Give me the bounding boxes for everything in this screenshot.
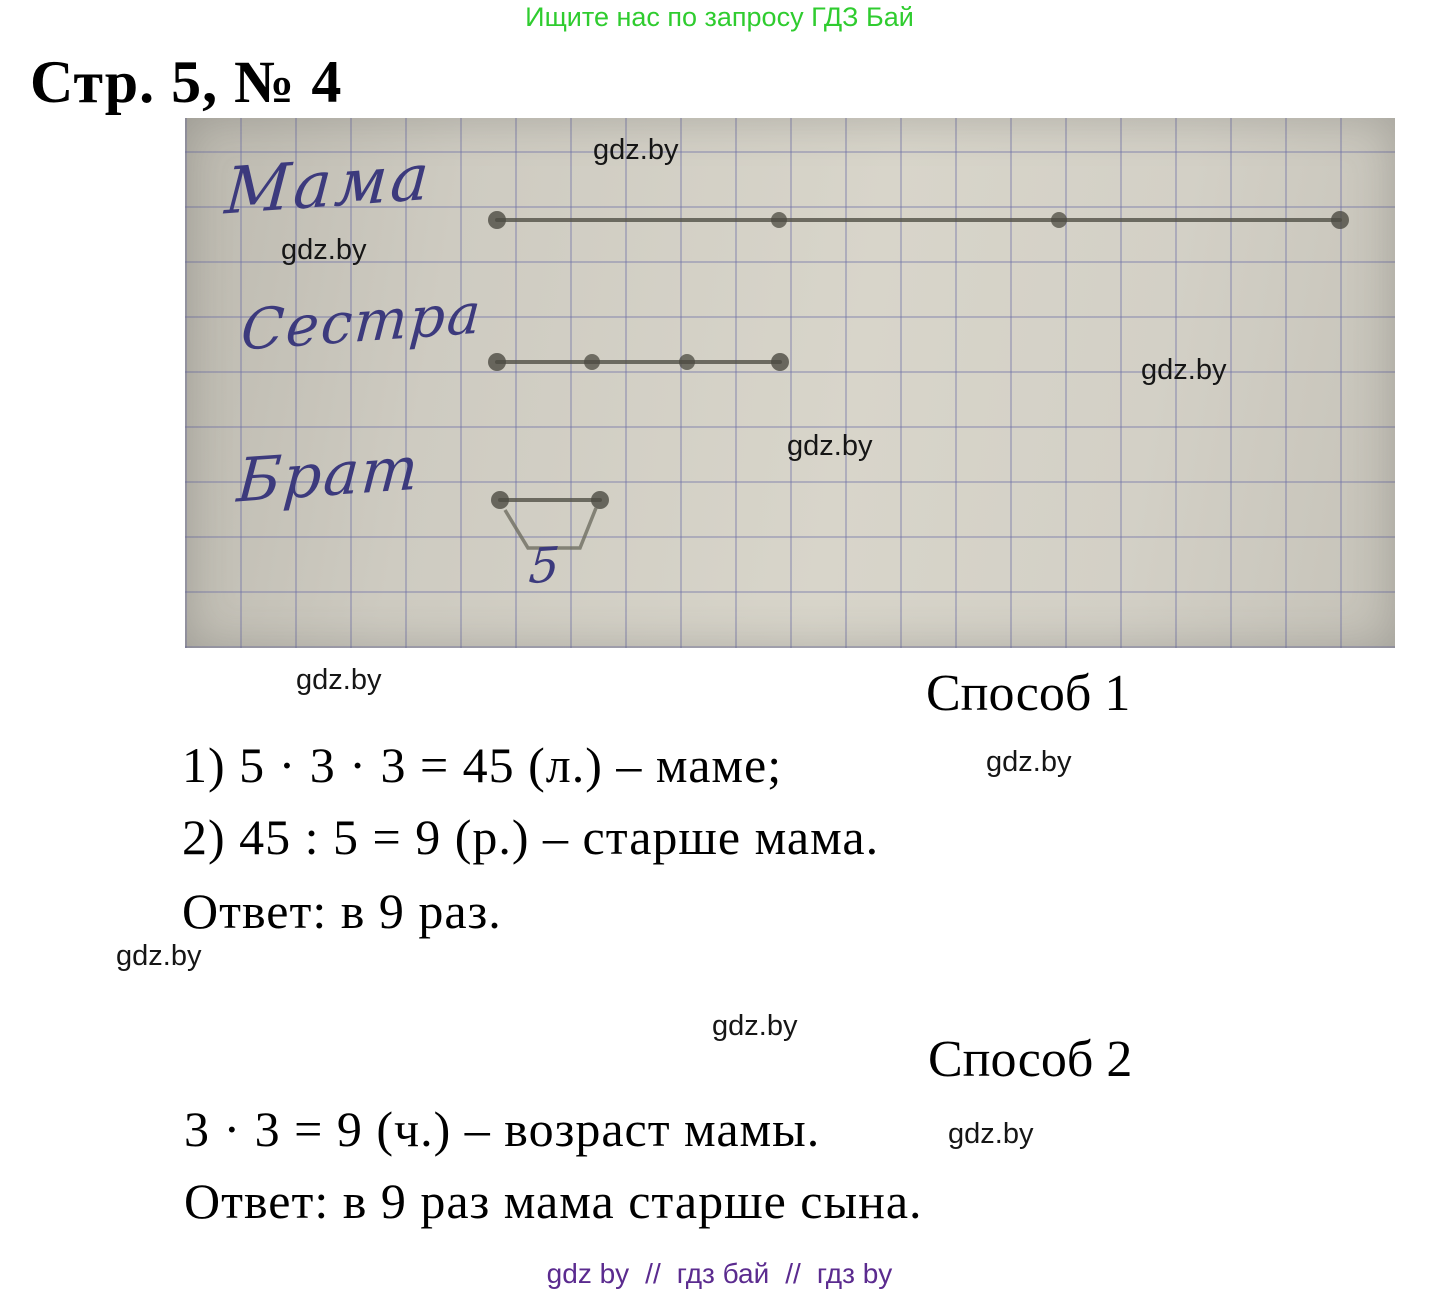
watermark: gdz.by (1141, 354, 1227, 386)
watermark: gdz.by (281, 234, 367, 266)
method2-step1: 3 · 3 = 9 (ч.) – возраст мамы. (184, 1101, 821, 1157)
footer-separator: // (785, 1258, 801, 1289)
method2-heading: Способ 2 (928, 1031, 1133, 1088)
watermark: gdz.by (712, 1010, 798, 1042)
brother-dot (491, 491, 509, 509)
notebook-photo (185, 118, 1395, 648)
method1-step2: 2) 45 : 5 = 9 (р.) – старше мама. (182, 809, 880, 865)
watermark: gdz.by (986, 746, 1072, 778)
watermark: gdz.by (296, 664, 382, 696)
mama-dot (1331, 211, 1349, 229)
mama-dot (771, 212, 787, 228)
footer-link-gdz-by[interactable]: gdz by (546, 1258, 630, 1289)
sister-dot (771, 353, 789, 371)
watermark: gdz.by (787, 430, 873, 462)
watermark: gdz.by (593, 134, 679, 166)
method1-heading: Способ 1 (926, 665, 1131, 722)
watermark: gdz.by (948, 1118, 1034, 1150)
footer-link-gdz-by-2[interactable]: гдз by (816, 1258, 893, 1289)
sister-dot (679, 354, 695, 370)
page-title: Стр. 5, № 4 (30, 49, 343, 115)
handwritten-label-sister: Сестра (239, 281, 485, 364)
footer-link-gdz-bai[interactable]: гдз бай (676, 1258, 770, 1289)
method1-answer: Ответ: в 9 раз. (182, 883, 502, 939)
footer (0, 1258, 1439, 1290)
brother-dot (591, 491, 609, 509)
method1-step1: 1) 5 · 3 · 3 = 45 (л.) – маме; (182, 737, 783, 793)
sister-dot (488, 353, 506, 371)
method2-answer: Ответ: в 9 раз мама старше сына. (184, 1173, 923, 1229)
sister-dot (584, 354, 600, 370)
handwritten-bracket-value: 5 (527, 536, 562, 596)
mama-dot (488, 211, 506, 229)
handwritten-label-mama: Мама (222, 140, 435, 230)
mama-dot (1051, 212, 1067, 228)
footer-separator: // (645, 1258, 661, 1289)
watermark: gdz.by (116, 940, 202, 972)
promo-banner: Ищите нас по запросу ГДЗ Бай (525, 2, 914, 32)
handwritten-label-brother: Брат (234, 433, 423, 517)
